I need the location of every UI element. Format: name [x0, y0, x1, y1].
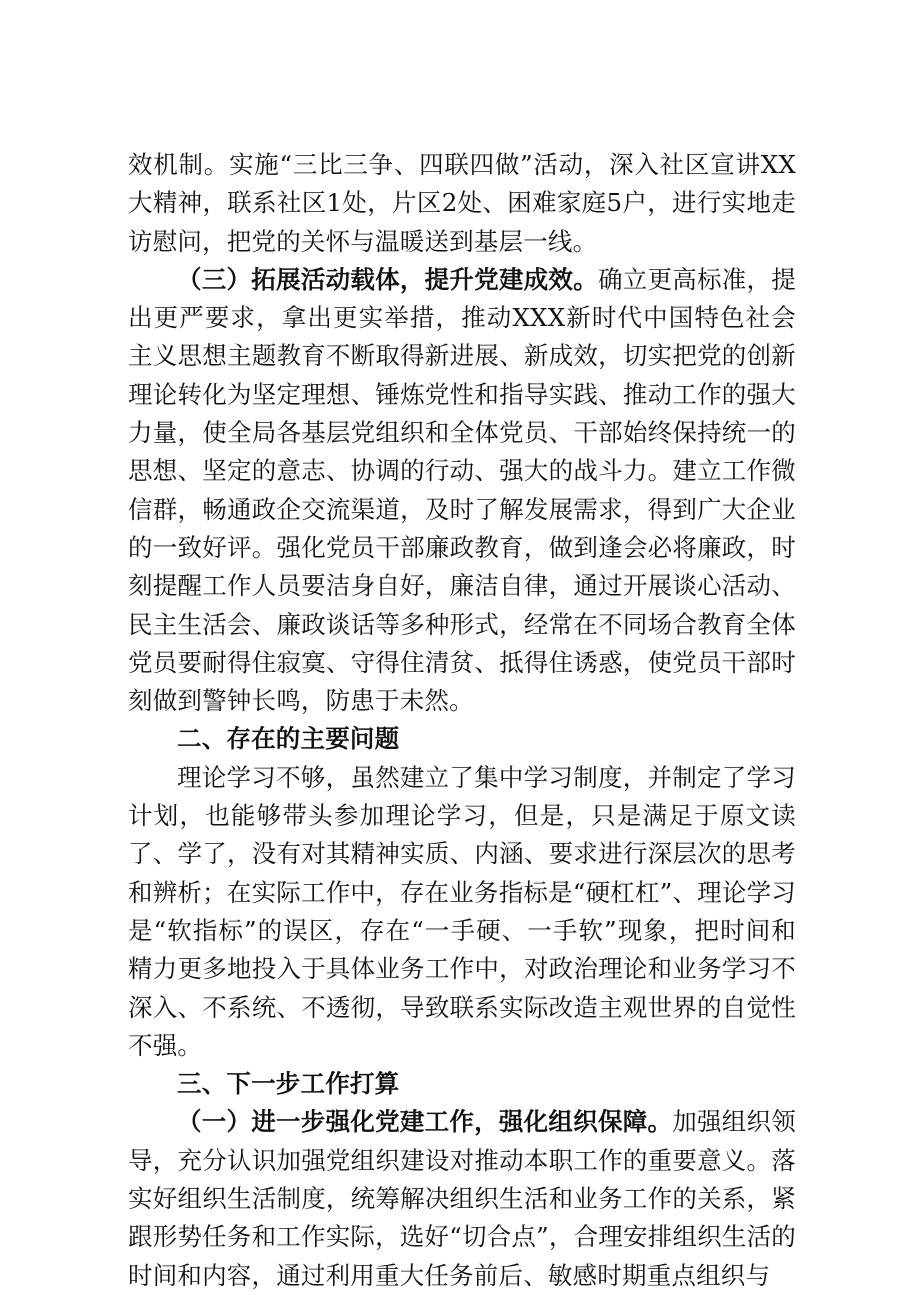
paragraph-problems	[128, 759, 796, 1065]
paragraph-next-step-1	[128, 1103, 796, 1294]
section-heading-problems: 二、存在的主要问题	[177, 724, 400, 754]
paragraph-text: 确立更高标准，提出更严要求，拿出更实举措，推动XXX新时代中国特色社会主义思想主题教育不断取得新进展、新成效，切实把党的创新理论转化为坚定理想、锤炼党性和指导实践、推动工作的强大力量，使全局各基层党组织和全体党员、干部始终保持统一的思想、坚定的意志、协调的行动、强大的战斗力。建立工作微信群，畅通政企交流渠道，及时了解发展需求，得到广大企业的一致好评。强化党员干部廉政教育，做到逢会必将廉政，时刻提醒工作人员要洁身自好，廉洁自律，通过开展谈心活动、民主生活会、廉政谈话等多种形式，经常在不同场合教育全体党员要耐得住寂寞、守得住清贫、抵得住诱惑，使党员干部时刻做到警钟长鸣，防患于未然。	[128, 264, 796, 716]
paragraph-text: 加强组织领导，充分认识加强党组织建设对推动本职工作的重要意义。落实好组织生活制度，统筹解决组织生活和业务工作的关系，紧跟形势任务和工作实际，选好“切合点”，合理安排组织生活的时间和内容，通过利用重大任务前后、敏感时期重点组织与	[128, 1107, 796, 1290]
paragraph-section-3	[128, 261, 796, 721]
document-body	[128, 146, 796, 1295]
section-heading-next-steps: 三、下一步工作打算	[177, 1069, 400, 1099]
paragraph-lead-sentence: （一）进一步强化党建工作，强化组织保障。	[177, 1107, 673, 1137]
paragraph-text: 效机制。实施“三比三争、四联四做”活动，深入社区宣讲XX大精神，联系社区1处，片区2处、困难家庭5户，进行实地走访慰问，把党的关怀与温暖送到基层一线。	[128, 150, 796, 256]
paragraph-continuation	[128, 146, 796, 261]
paragraph-text: 理论学习不够，虽然建立了集中学习制度，并制定了学习计划，也能够带头参加理论学习，但是，只是满足于原文读了、学了，没有对其精神实质、内涵、要求进行深层次的思考和辨析；在实际工作中，存在业务指标是“硬杠杠”、理论学习是“软指标”的误区，存在“一手硬、一手软”现象，把时间和精力更多地投入于具体业务工作中，对政治理论和业务学习不深入、不系统、不透彻，导致联系实际改造主观世界的自觉性不强。	[128, 762, 796, 1060]
paragraph-lead-sentence: （三）拓展活动载体，提升党建成效。	[177, 264, 598, 294]
